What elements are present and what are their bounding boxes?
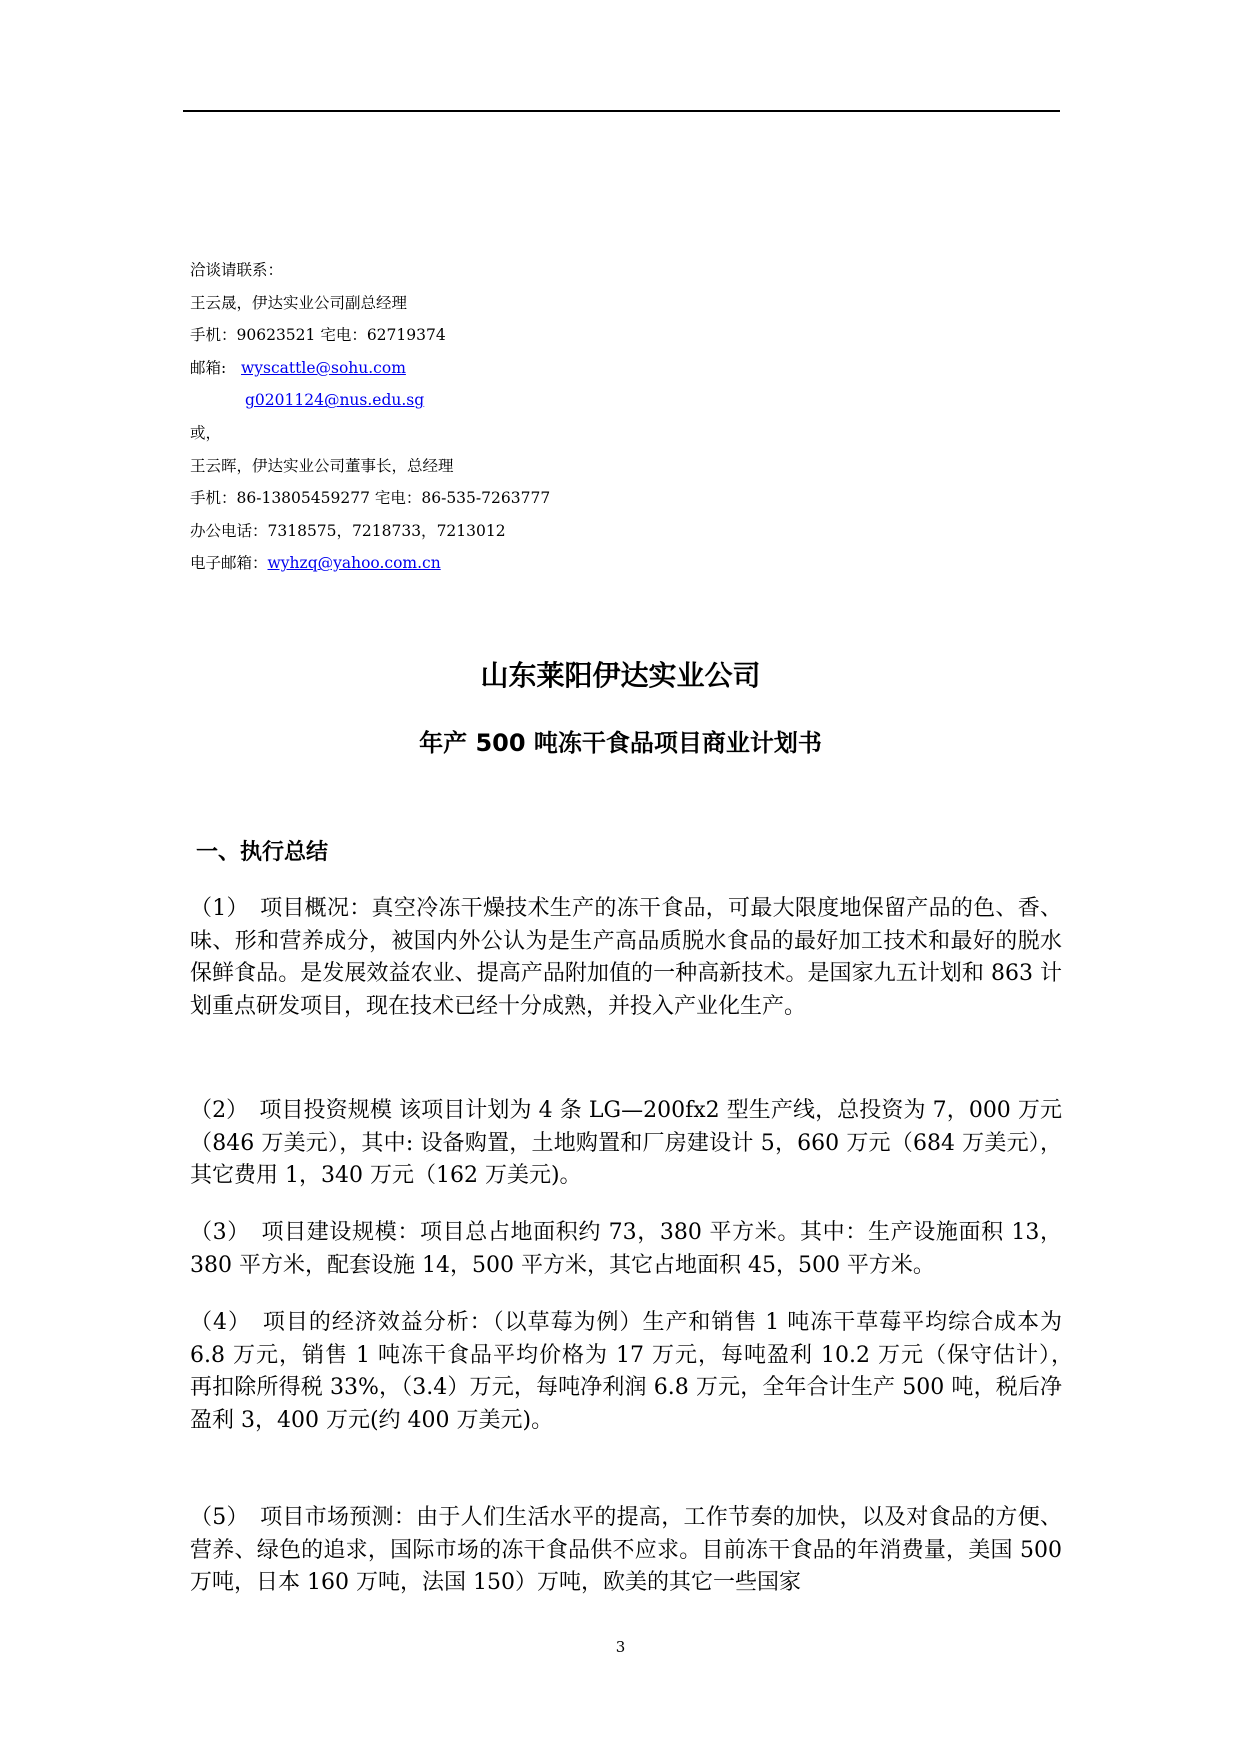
paragraph-text: （2） 项目投资规模 该项目计划为 4 条 LG—200fx2 型生产线，总投资为 7，000 万元（846 万美元），其中: 设备购置，土地购置和厂房建设计 5，660 万元（684 万美元），其它费用 1，340 万元（162 万美元)。 [190, 1098, 1062, 1188]
email-link-1[interactable]: wyscattle@sohu.com [241, 358, 406, 377]
contact-office-phone: 办公电话：7318575，7218733，7213012 [190, 521, 506, 540]
contact-phone-2: 手机：86-13805459277 宅电：86-535-7263777 [190, 489, 551, 508]
email-label-2: 电子邮箱： [190, 554, 268, 573]
company-title: 山东莱阳伊达实业公司 [480, 659, 761, 692]
header-rule [183, 110, 1060, 112]
contact-or: 或， [190, 423, 222, 442]
paragraph-text: （3） 项目建设规模：项目总占地面积约 73，380 平方米。其中：生产设施面积 13，380 平方米，配套设施 14，500 平方米，其它占地面积 45，500 平方米。 [190, 1220, 1062, 1278]
paragraph-scale [190, 1217, 1062, 1282]
paragraph-text: （1） 项目概况：真空冷冻干燥技术生产的冻干食品，可最大限度地保留产品的色、香、味、形和营养成分，被国内外公认为是生产高品质脱水食品的最好加工技术和最好的脱水保鲜食品。是发展效益农业、提高产品附加值的一种高新技术。是国家九五计划和 863 计划重点研发项目，现在技术已经十分成熟，并投入产业化生产。 [190, 896, 1062, 1019]
paragraph-economics [190, 1307, 1085, 1437]
email-link-3[interactable]: wyhzq@yahoo.com.cn [267, 554, 441, 573]
contact-email-row [190, 352, 790, 385]
contact-phone-1: 手机：90623521 宅电：62719374 [190, 326, 446, 345]
contact-person-1: 王云晟，伊达实业公司副总经理 [190, 293, 408, 312]
paragraph-investment [190, 1095, 1062, 1193]
contact-intro: 洽谈请联系： [190, 261, 284, 279]
contact-person-2: 王云晖，伊达实业公司董事长，总经理 [190, 456, 454, 475]
paragraph-overview [190, 893, 1062, 1023]
contact-email-row-3 [190, 547, 790, 580]
section-heading: 一、执行总结 [196, 840, 329, 865]
contact-block [190, 254, 790, 580]
page-number: 3 [615, 1638, 626, 1656]
plan-subtitle: 年产 500 吨冻干食品项目商业计划书 [419, 729, 822, 757]
email-label: 邮箱: [190, 358, 227, 377]
contact-email-row-2 [190, 384, 790, 417]
email-link-2[interactable]: g0201124@nus.edu.sg [245, 391, 425, 410]
paragraph-text: （5） 项目市场预测：由于人们生活水平的提高，工作节奏的加快，以及对食品的方便、营养、绿色的追求，国际市场的冻干食品供不应求。目前冻干食品的年消费量，美国 500 万吨，日本 160 万吨，法国 150）万吨，欧美的其它一些国家 [190, 1505, 1062, 1595]
paragraph-market [190, 1502, 1062, 1600]
paragraph-text: （4） 项目的经济效益分析：（以草莓为例）生产和销售 1 吨冻干草莓平均综合成本为 6.8 万元，销售 1 吨冻干食品平均价格为 17 万元，每吨盈利 10.2 万元（保守估计）， 再扣除所得税 33%，（3.4）万元，每吨净利润 6.8 万元，全年合计生产 500 吨，税后净盈利 3，400 万元(约 400 万美元)。 [190, 1310, 1085, 1433]
